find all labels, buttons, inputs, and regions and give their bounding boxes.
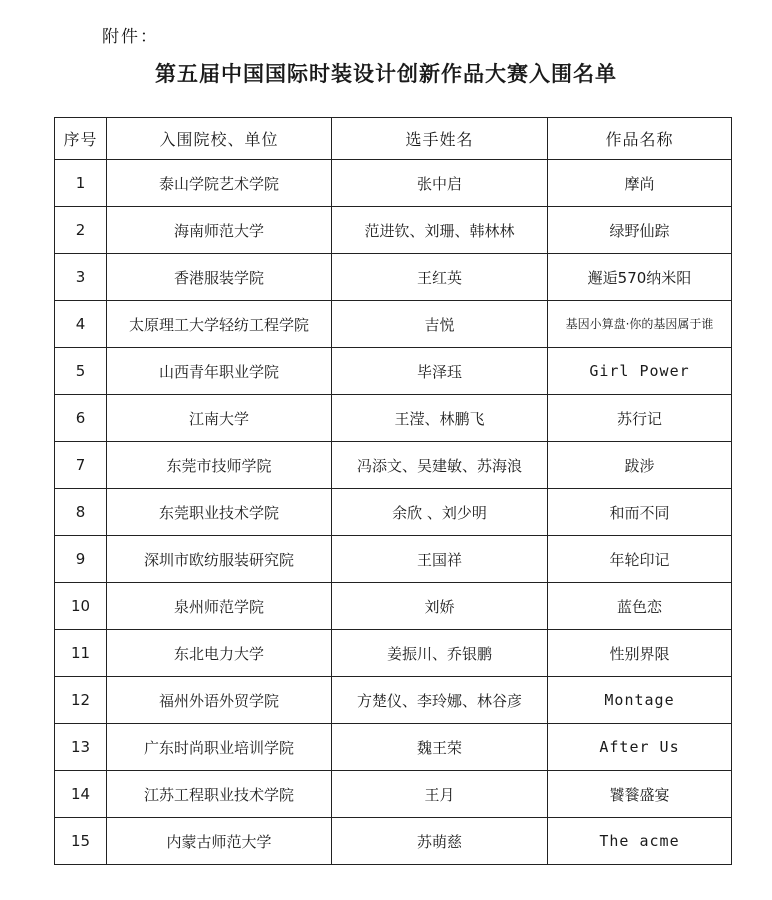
row-number: 1	[55, 160, 107, 207]
row-number: 13	[55, 724, 107, 771]
row-contestant-names: 王国祥	[332, 536, 548, 583]
row-number: 8	[55, 489, 107, 536]
table-row	[55, 536, 732, 583]
row-number: 10	[55, 583, 107, 630]
table-row	[55, 160, 732, 207]
row-contestant-names: 吉悦	[332, 301, 548, 348]
row-school: 香港服装学院	[107, 254, 332, 301]
row-number: 6	[55, 395, 107, 442]
table-row	[55, 724, 732, 771]
table-row	[55, 489, 732, 536]
row-number: 4	[55, 301, 107, 348]
row-number: 12	[55, 677, 107, 724]
document-title: 第五届中国国际时装设计创新作品大赛入围名单	[155, 62, 617, 86]
table-row	[55, 395, 732, 442]
table-row	[55, 254, 732, 301]
table-row	[55, 630, 732, 677]
row-contestant-names: 方楚仪、李玲娜、林谷彦	[332, 677, 548, 724]
row-school: 泉州师范学院	[107, 583, 332, 630]
row-school: 内蒙古师范大学	[107, 818, 332, 865]
row-contestant-names: 王滢、林鹏飞	[332, 395, 548, 442]
row-work-title: 摩尚	[548, 160, 732, 207]
row-school: 太原理工大学轻纺工程学院	[107, 301, 332, 348]
row-school: 福州外语外贸学院	[107, 677, 332, 724]
row-work-title: 邂逅570纳米阳	[548, 254, 732, 301]
header-school: 入围院校、单位	[107, 118, 332, 160]
row-contestant-names: 冯添文、吴建敏、苏海浪	[332, 442, 548, 489]
row-number: 2	[55, 207, 107, 254]
row-work-title: 跋涉	[548, 442, 732, 489]
row-contestant-names: 王月	[332, 771, 548, 818]
row-contestant-names: 毕泽珏	[332, 348, 548, 395]
row-work-title: 性别界限	[548, 630, 732, 677]
row-school: 江南大学	[107, 395, 332, 442]
row-school: 深圳市欧纺服装研究院	[107, 536, 332, 583]
table-row	[55, 442, 732, 489]
header-contestant-names: 选手姓名	[332, 118, 548, 160]
row-work-title: 年轮印记	[548, 536, 732, 583]
row-contestant-names: 余欣 、刘少明	[332, 489, 548, 536]
header-work-title: 作品名称	[548, 118, 732, 160]
row-number: 7	[55, 442, 107, 489]
row-number: 15	[55, 818, 107, 865]
row-work-title: 基因小算盘·你的基因属于谁	[548, 301, 732, 348]
table-row	[55, 677, 732, 724]
row-number: 9	[55, 536, 107, 583]
row-school: 江苏工程职业技术学院	[107, 771, 332, 818]
row-school: 东莞职业技术学院	[107, 489, 332, 536]
table-row	[55, 818, 732, 865]
row-number: 14	[55, 771, 107, 818]
row-contestant-names: 姜振川、乔银鹏	[332, 630, 548, 677]
row-work-title: 蓝色恋	[548, 583, 732, 630]
table-row	[55, 207, 732, 254]
row-school: 东北电力大学	[107, 630, 332, 677]
row-work-title: 和而不同	[548, 489, 732, 536]
row-contestant-names: 张中启	[332, 160, 548, 207]
row-work-title: 苏行记	[548, 395, 732, 442]
row-school: 海南师范大学	[107, 207, 332, 254]
row-school: 东莞市技师学院	[107, 442, 332, 489]
row-work-title: The acme	[548, 818, 732, 865]
row-number: 3	[55, 254, 107, 301]
attachment-label: 附件：	[102, 27, 159, 47]
table-row	[55, 771, 732, 818]
row-contestant-names: 苏萌慈	[332, 818, 548, 865]
row-contestant-names: 魏王荣	[332, 724, 548, 771]
table-header-row	[55, 118, 732, 160]
table-row	[55, 301, 732, 348]
row-work-title: 饕餮盛宴	[548, 771, 732, 818]
row-contestant-names: 范进钦、刘珊、韩林林	[332, 207, 548, 254]
table-row	[55, 348, 732, 395]
row-work-title: 绿野仙踪	[548, 207, 732, 254]
row-work-title: Girl Power	[548, 348, 732, 395]
finalist-table	[54, 117, 732, 865]
row-contestant-names: 王红英	[332, 254, 548, 301]
header-number: 序号	[55, 118, 107, 160]
row-school: 山西青年职业学院	[107, 348, 332, 395]
row-school: 广东时尚职业培训学院	[107, 724, 332, 771]
row-work-title: After Us	[548, 724, 732, 771]
row-work-title: Montage	[548, 677, 732, 724]
row-number: 5	[55, 348, 107, 395]
table-row	[55, 583, 732, 630]
row-school: 泰山学院艺术学院	[107, 160, 332, 207]
row-contestant-names: 刘娇	[332, 583, 548, 630]
row-number: 11	[55, 630, 107, 677]
